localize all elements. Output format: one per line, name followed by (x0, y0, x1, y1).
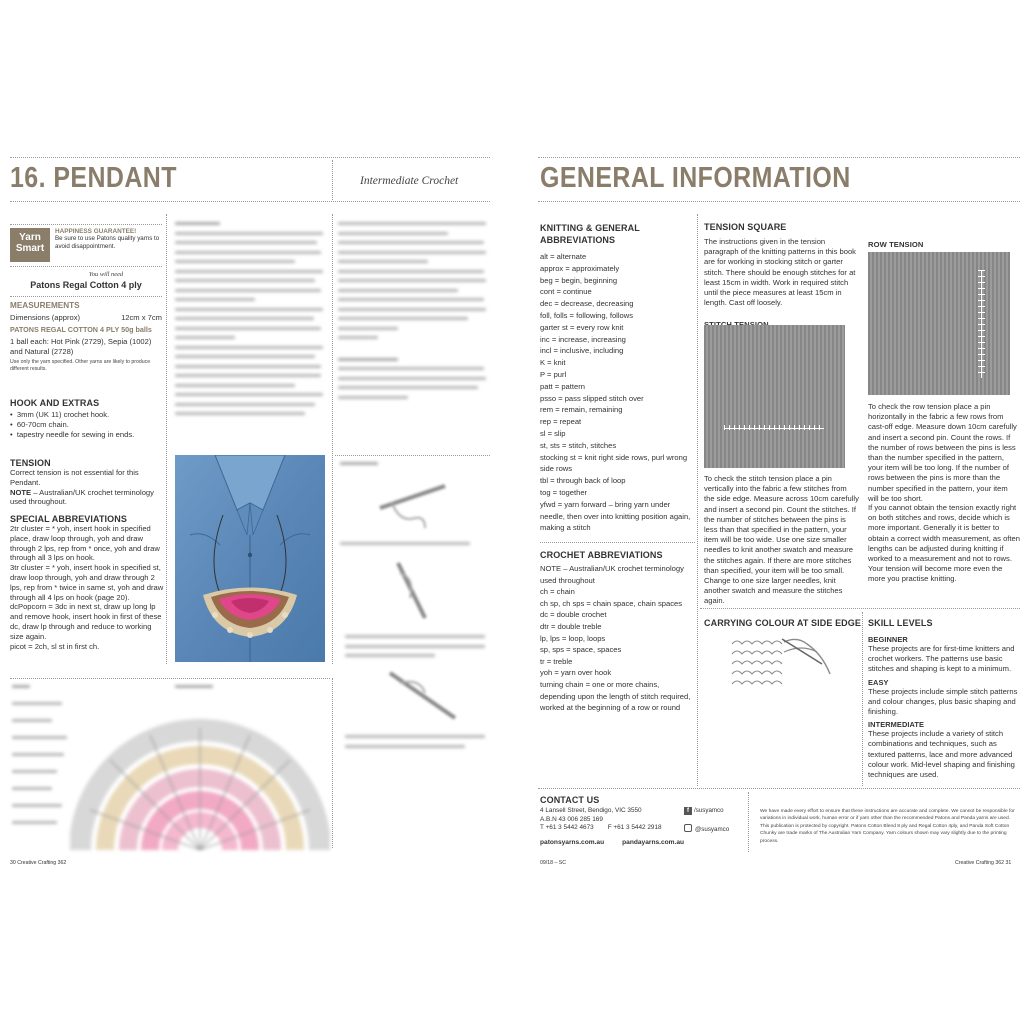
abbreviation-item: NOTE – Australian/UK crochet terminology used throughout (540, 564, 684, 585)
abbreviation-item: incl = inclusive, including (540, 346, 624, 356)
abbreviation-item: tbl = through back of loop (540, 476, 626, 486)
abbreviation-item: alt = alternate (540, 252, 587, 261)
stitch-tension-text: To check the stitch tension place a pin vertically into the fabric a few stitches from the side edge. Measure across 10cm carefully and insert a second pin. Count the stitches. If the number of stitches between the pins is less than that specified in the pattern, your item will be too wide. Use one size smaller needles to knit another swatch and measure the stitches again. If there are more stitches than specified, your item will be too small. Change to one size larger needles, knit another swatch and measure the stitches again. (704, 474, 859, 606)
column-rule (332, 214, 333, 664)
top-rule-right (538, 157, 1020, 158)
carrying-heading: CARRYING COLOUR AT SIDE EDGE (704, 618, 861, 628)
chart-title-blurred (175, 685, 215, 695)
abbreviation-item: turning chain = one or more chains, depending upon the length of stitch required, worked at the beginning of a row or round (540, 679, 691, 713)
special-abbreviations (10, 514, 164, 651)
column-rule (862, 612, 863, 786)
rule (700, 608, 1020, 609)
yarn-name: Patons Regal Cotton 4 ply (30, 280, 142, 290)
page-title: 16. PENDANT (10, 162, 177, 194)
dimensions-value: 12cm x 7cm (121, 313, 162, 322)
crochet-heading: CROCHET ABBREVIATIONS (540, 550, 663, 560)
abbreviation-item: dec = decrease, decreasing (540, 299, 634, 309)
abbreviation-item: psso = pass slipped stitch over (540, 393, 644, 403)
blurred-step (345, 635, 490, 664)
skill-levels (868, 618, 1020, 780)
abbreviation-item: P = purl (540, 369, 567, 379)
abbreviation-item: patt = pattern (540, 381, 585, 391)
instagram-icon (684, 824, 692, 832)
blurred-pattern-text (175, 222, 325, 422)
abbreviation-item: rem = remain, remaining (540, 405, 623, 415)
dimensions-label: Dimensions (approx) (10, 313, 81, 322)
address: 4 Lansell Street, Bendigo, VIC 3550 (540, 807, 642, 814)
abbreviation-item: garter st = every row knit (540, 322, 624, 332)
row-tension-swatch (868, 252, 1010, 395)
abbreviation-item: approx = approximately (540, 263, 620, 273)
rule (10, 678, 330, 679)
tension-text: Correct tension is not essential for this Pendant. (10, 468, 139, 487)
rule (540, 542, 695, 543)
disclaimer: We have made every effort to ensure that these instructions are accurate and complete. We cannot be responsible for variations in individual work, human error or if yarn other than the recommended Patons and Panda yarns are used. This publication is protected by copyright. Patons Cotton Blend 8 ply and Regal Cotton 4ply, and Panda Soft Cotton Chunky are trade marks of The Australian Yarn Company. Yarn colours shown may vary slightly due to the printing process. (760, 809, 1015, 844)
title-rule-left (10, 201, 490, 202)
rule (335, 455, 490, 456)
skill-heading: SKILL LEVELS (868, 618, 933, 628)
top-rule-left (10, 157, 490, 158)
contact-section (540, 795, 690, 846)
column-rule (166, 214, 167, 664)
hook-section (10, 398, 162, 439)
facebook-icon: f (684, 807, 692, 815)
abbreviation-item: yfwd = yarn forward – bring yarn under needle, then over into knitting position again, making a stitch (540, 499, 691, 533)
hook-heading: HOOK AND EXTRAS (10, 398, 100, 408)
contact-heading: CONTACT US (540, 795, 600, 805)
fax: F +61 3 5442 2918 (607, 824, 662, 832)
general-info-title: GENERAL INFORMATION (540, 162, 851, 194)
abbreviation-item: rep = repeat (540, 417, 582, 427)
website-link[interactable]: patonsyarns.com.au (540, 838, 605, 846)
left-footer: 30 Creative Crafting 362 (10, 860, 67, 866)
row-tension-heading: ROW TENSION (868, 240, 924, 249)
tension-advice-text: If you cannot obtain the tension exactly right on both stitches and rows, decide which is more important. Generally it is better to obtain a correct width measurement, as often lengths can be adjusted during knitting if worked to a measurement and not to rows. Your tension will become more even the more you practise knitting. (868, 503, 1020, 584)
crochet-chart (70, 700, 330, 850)
special-line: picot = 2ch, sl st in first ch. (10, 641, 100, 651)
measurements-heading: MEASUREMENTS (10, 301, 80, 310)
knitting-heading: KNITTING & GENERAL ABBREVIATIONS (540, 223, 640, 245)
yarn-note: Use only the yarn specified. Other yarns are likely to produce different results. (10, 359, 151, 372)
difficulty-level: Intermediate Crochet (360, 175, 459, 187)
instagram-link[interactable]: @susyamco (684, 824, 729, 835)
abbreviation-item: st, sts = stitch, stitches (540, 440, 617, 450)
abbreviation-item: K = knit (540, 358, 566, 368)
crochet-list (540, 563, 692, 714)
yarn-smart-box (10, 224, 162, 297)
hook-item: • 3mm (UK 11) crochet hook. (10, 410, 110, 419)
special-heading: SPECIAL ABBREVIATIONS (10, 514, 127, 524)
blurred-step (345, 735, 490, 754)
column-rule (697, 214, 698, 786)
abbreviation-item: lp, lps = loop, loops (540, 633, 606, 643)
measurements-section (10, 301, 162, 372)
beginner-heading: BEGINNER (868, 635, 908, 644)
abbreviation-item: ch = chain (540, 587, 575, 597)
abbreviation-item: ch sp, ch sps = chain space, chain spaces (540, 598, 683, 608)
abbreviation-item: tog = together (540, 487, 588, 497)
website-link[interactable]: pandayarns.com.au (622, 838, 685, 846)
easy-heading: EASY (868, 677, 889, 687)
crochet-abbreviations (540, 550, 692, 714)
abbreviation-item: cont = continue (540, 287, 592, 297)
blurred-step (340, 542, 490, 552)
beginner-text: These projects are for first-time knitters and crochet workers. The patterns use basic stitches and shaping is kept to a minimum. (868, 644, 1015, 674)
column-rule (748, 792, 749, 852)
tension-square (704, 222, 859, 329)
pendant-photo (175, 455, 325, 662)
title-rule-right (538, 201, 1020, 202)
knitting-list (540, 251, 692, 534)
row-tension-text: To check the row tension place a pin horizontally in the fabric a few rows from cast-off edge. Measure down 10cm carefully and insert a second pin. Count the rows. If the number of rows between the pins is less than the number specified in the pattern, your item will be too long. If the number of rows between the pins is more than the number specified in the pattern, your item will be too short. (868, 402, 1017, 503)
right-footer: Creative Crafting 362 31 (955, 860, 1012, 866)
hook-item: • tapestry needle for sewing in ends. (10, 429, 135, 439)
phone: T +61 3 5442 4673 (540, 824, 594, 832)
tension-note: NOTE – Australian/UK crochet terminology used throughout. (10, 487, 154, 507)
intermediate-text: These projects include a variety of stitch combinations and techniques, such as textured patterns, lace and more advanced colour work. Mid-level shaping and finishing techniques are used. (868, 729, 1015, 780)
publication-code: 09/18 – SC (540, 860, 566, 866)
special-line: 2tr cluster = * yoh, insert hook in specified place, draw loop through, yoh and draw through 2 lps, rep from * once, yoh and draw through all 3 lps on hook. (10, 524, 160, 563)
abbreviation-item: tr = treble (540, 656, 573, 666)
hook-item: • 60-70cm chain. (10, 419, 69, 429)
special-line: dcPopcorn = 3dc in next st, draw up long lp and remove hook, insert hook in first of these dc, draw lp through and reduce to working size again. (10, 602, 162, 641)
yarn-smart-badge: Yarn Smart (10, 228, 50, 262)
abbreviation-item: foll, folls = following, follows (540, 310, 634, 320)
technique-illustrations (370, 478, 470, 728)
abbreviation-item: stocking st = knit right side rows, purl wrong side rows (540, 452, 688, 474)
popcorn-heading-blurred (340, 462, 380, 472)
tension-square-heading: TENSION SQUARE (704, 222, 787, 232)
you-will-need: You will need (88, 271, 124, 278)
abbreviation-item: sl = slip (540, 428, 566, 438)
social-links (684, 806, 729, 835)
easy-text: These projects include simple stitch patterns and colour changes, plus basic shaping and finishing. (868, 686, 1018, 717)
facebook-link[interactable]: f /susyamco (684, 806, 729, 816)
blurred-pattern-text-2 (338, 222, 488, 405)
abbreviation-item: yoh = yarn over hook (540, 668, 612, 678)
tension-heading: TENSION (10, 458, 51, 468)
rule (538, 788, 1020, 789)
stitch-tension-swatch (704, 325, 845, 468)
abbreviation-item: sp, sps = space, spaces (540, 645, 622, 655)
balls-text: 1 ball each: Hot Pink (2729), Sepia (1002) and Natural (2728) (10, 336, 152, 356)
happiness-heading: HAPPINESS GUARANTEE! (55, 228, 137, 235)
blurred-key (12, 685, 72, 831)
column-rule (332, 678, 333, 848)
abn: A.B.N 43 006 285 169 (540, 815, 603, 823)
tension-square-text: The instructions given in the tension paragraph of the knitting patterns in this book are for working in stocking stitch or garter stitch. There should be enough stitches for at least 15cm in width. Work in required stitch until the piece measures at least 15cm in length. Cast off loosely. (704, 237, 856, 308)
abbreviation-item: inc = increase, increasing (540, 334, 626, 344)
abbreviation-item: dtr = double treble (540, 621, 602, 631)
abbreviation-item: dc = double crochet (540, 610, 607, 620)
abbreviation-item: beg = begin, beginning (540, 275, 618, 285)
happiness-text: Be sure to use Patons quality yarns to avoid disappointment. (55, 235, 160, 250)
balls-heading: PATONS REGAL COTTON 4 PLY 50g balls (10, 324, 152, 334)
knitting-abbreviations (540, 222, 692, 534)
divider (332, 160, 333, 200)
carrying-colour-diagram (722, 634, 832, 694)
special-line: 3tr cluster = * yoh, insert hook in specified st, draw loop through, yoh and draw through 2 lps, rep from * twice in same st, yoh and draw through all 4 lps on hook (page 20). (10, 563, 164, 602)
intermediate-heading: INTERMEDIATE (868, 720, 925, 730)
tension-section (10, 458, 164, 507)
